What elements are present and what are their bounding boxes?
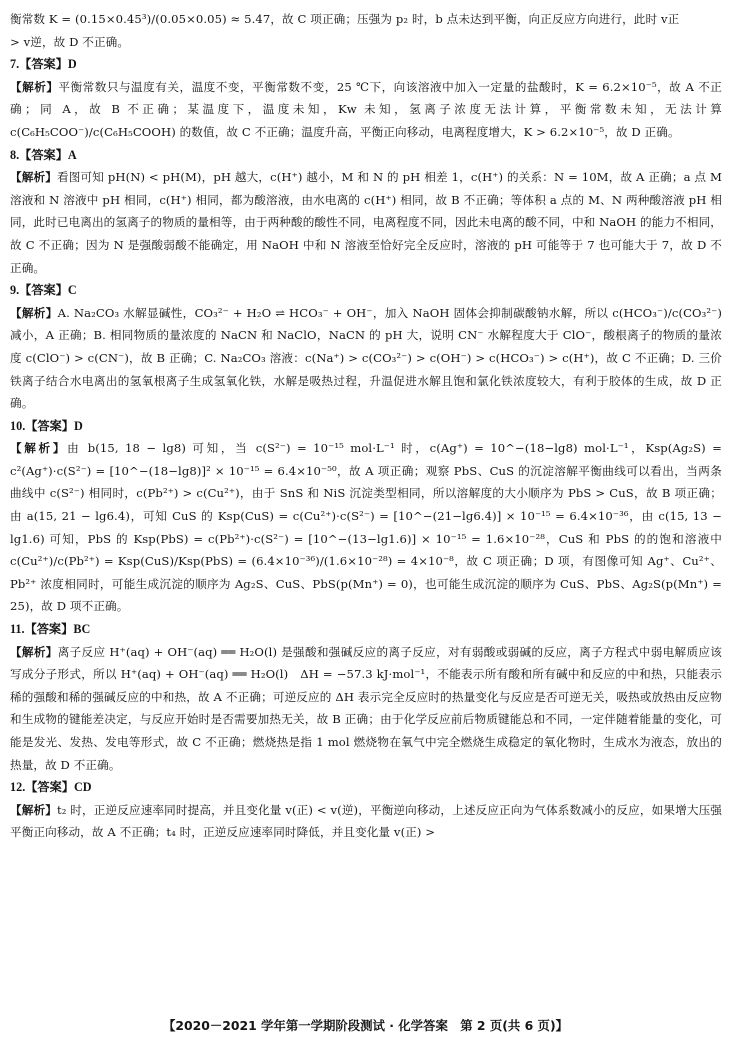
explanation-block: 【解析】t₂ 时，正逆反应速率同时提高，并且变化量 v(正) < v(逆)，平衡逆向移动，上述反应正向为气体系数减小的反应，如果增大压强平衡正向移动，故 A 不正确；t₄ 时，正逆反应速率同时降低，并且变化量 v(正) > — [10, 802, 723, 840]
question-header: 8.【答案】A — [10, 147, 77, 162]
question-header: 10.【答案】D — [10, 418, 83, 433]
question-header: 9.【答案】C — [10, 283, 77, 298]
question-header: 7.【答案】D — [10, 57, 77, 72]
explanation-block: 【解析】A. Na₂CO₃ 水解显碱性，CO₃²⁻ + H₂O ⇌ HCO₃⁻ + OH⁻，加入 NaOH 固体会抑制碳酸钠水解，所以 c(HCO₃⁻)/c(CO₃²⁻) 减小，A 正确；B. 相同物质的量浓度的 NaCN 和 NaClO，NaCN 的 pH 大，说明 CN⁻ 水解程度大于 ClO⁻，酸根离子的物质的量浓度 c(ClO⁻) > c(CN⁻)，故 B 正确；C. Na₂CO₃ 溶液：c(Na⁺) > c(CO₃²⁻) > c(OH⁻) > c(HCO₃⁻) > c(H⁺)，故 C 不正确；D. 三价铁离子结合水电离出的氢氧根离子生成氢氧化铁，水解是吸热过程，升温促进水解且饱和氯化铁浓度较大，有利于胶体的生成，故 D 正确。 — [10, 305, 723, 411]
question-header: 11.【答案】BC — [10, 622, 91, 637]
answer-page — [10, 8, 722, 844]
explanation-block: 【解析】平衡常数只与温度有关，温度不变，平衡常数不变，25 ℃下，向该溶液中加入一定量的盐酸时，K = 6.2×10⁻⁵，故 A 不正确；同 A，故 B 不正确；某温度下，温度未知，Kw 未知，氢离子浓度无法计算，平衡常数未知，无法计算 c(C₆H₅COO⁻)/c(C₆H₅COOH) 的数值，故 C 不正确；温度升高，平衡正向移动，电离程度增大，K > 6.2×10⁻⁵，故 D 正确。 — [10, 79, 722, 139]
question-header: 12.【答案】CD — [10, 780, 92, 795]
explanation-block: 【解析】由 b(15, 18 − lg8) 可知，当 c(S²⁻) = 10⁻¹⁵ mol·L⁻¹ 时，c(Ag⁺) = 10^−(18−lg8) mol·L⁻¹，Ksp(Ag₂S) = c²(Ag⁺)·c(S²⁻) = [10^−(18−lg8)]² × 10⁻¹⁵ = 6.4×10⁻⁵⁰，故 A 项正确；观察 PbS、CuS 的沉淀溶解平衡曲线可以看出，当两条曲线中 c(S²⁻) 相同时，c(Pb²⁺) > c(Cu²⁺)，由于 SnS 和 NiS 沉淀类型相同，所以溶解度的大小顺序为 PbS > CuS，故 B 项正确；由 a(15, 21 − lg6.4)，可知 CuS 的 Ksp(CuS) = c(Cu²⁺)·c(S²⁻) = [10^−(21−lg6.4)] × 10⁻¹⁵ = 6.4×10⁻³⁶，由 c(15, 13 − lg1.6) 可知，PbS 的 Ksp(PbS) = c(Pb²⁺)·c(S²⁻) = [10^−(13−lg1.6)] × 10⁻¹⁵ = 1.6×10⁻²⁸，CuS 和 PbS 的的饱和溶液中 c(Cu²⁺)/c(Pb²⁺) = Ksp(CuS)/Ksp(PbS) = (6.4×10⁻³⁶)/(1.6×10⁻²⁸) = 4×10⁻⁸，故 C 项正确；D 项，有图像可知 Ag⁺、Cu²⁺、Pb²⁺ 浓度相同时，可能生成沉淀的顺序为 Ag₂S、CuS、PbS(p(Mn⁺) = 0)，也可能生成沉淀的顺序为 CuS、PbS、Ag₂S(p(Mn⁺) = 25)，故 D 项不正确。 — [10, 441, 722, 614]
page-footer: 【2020－2021 学年第一学期阶段测试 · 化学答案 第 2 页(共 6 页)】 — [162, 1018, 569, 1033]
text-block: > v逆，故 D 不正确。 — [10, 34, 130, 49]
explanation-block: 【解析】看图可知 pH(N) < pH(M)，pH 越大，c(H⁺) 越小，M 和 N 的 pH 相差 1，c(H⁺) 的关系：N = 10M，故 A 正确；a 点 M 溶液和 N 溶液中 pH 相同，c(H⁺) 相同，都为酸溶液，由水电离的 c(H⁺) 相同，故 B 不正确；等体积 a 点的 M、N 两种酸溶液 pH 相同，此时已电离出的氢离子的物质的量相等，由于两种酸的酸性不同，电离程度不同，因此未电离的酸不同，中和 NaOH 的能力不相同，故 C 不正确；因为 N 是强酸弱酸不能确定，用 NaOH 中和 N 溶液至恰好完全反应时，溶液的 pH 可能等于 7 也可能大于 7，故 D 不正确。 — [10, 170, 722, 275]
text-block: 衡常数 K = (0.15×0.45³)/(0.05×0.05) ≈ 5.47，故 C 项正确；压强为 p₂ 时，b 点未达到平衡，向正反应方向进行，此时 v正 — [10, 12, 680, 26]
explanation-block: 【解析】离子反应 H⁺(aq) + OH⁻(aq) ══ H₂O(l) 是强酸和强碱反应的离子反应，对有弱酸或弱碱的反应，离子方程式中弱电解质应该写成分子形式，所以 H⁺(aq) + OH⁻(aq) ══ H₂O(l) ΔH = −57.3 kJ·mol⁻¹，不能表示所有酸和所有碱中和反应的中和热，只能表示稀的强酸和稀的强碱反应的中和热，故 A 不正确；可逆反应的 ΔH 表示完全反应时的热量变化与反应是否可逆无关，吸热或放热由反应物和生成物的键能差决定，与反应开始时是否需要加热无关，故 B 正确；由于化学反应前后物质键能总和不同，一定伴随着能量的变化，可能是发光、发热、发电等形式，故 C 不正确；燃烧热是指 1 mol 燃烧物在氧气中完全燃烧生成稳定的氧化物时，生成水为液态，放出的热量，故 D 不正确。 — [10, 644, 723, 772]
